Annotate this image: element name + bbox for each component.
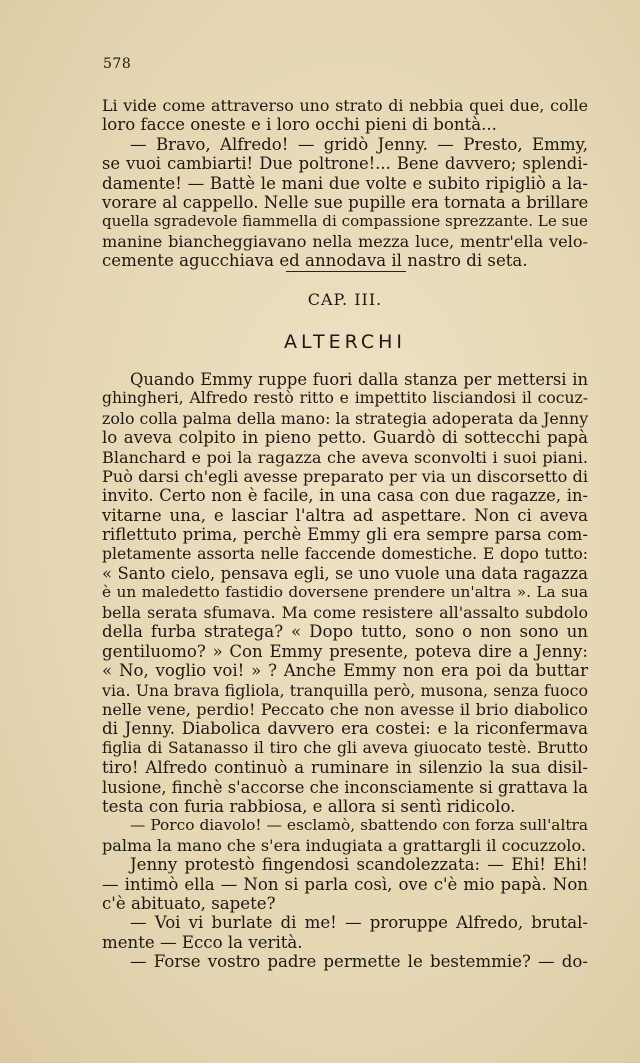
text-line: gentiluomo? » Con Emmy presente, poteva dire a Jenny: <box>102 641 588 661</box>
text-line: — Forse vostro padre permette le bestemmie? — do- <box>130 952 588 972</box>
text-line: Blanchard e poi la ragazza che aveva sconvolti i suoi piani. <box>102 447 588 467</box>
text-line: riflettuto prima, perchè Emmy gli era sempre parsa com- <box>102 525 588 545</box>
page-number: 578 <box>103 56 132 72</box>
text-line: Li vide come attraverso uno strato di nebbia quei due, colle <box>102 96 588 115</box>
text-line: lusione, finchè s'accorse che inconsciamente si grattava la <box>102 777 588 797</box>
text-line: damente! — Battè le mani due volte e subito ripigliò a la- <box>102 173 588 193</box>
text-line: lo aveva colpito in pieno petto. Guardò di sottecchi papà <box>102 428 588 448</box>
chapter-body <box>102 370 588 972</box>
text-line: — Bravo, Alfredo! — gridò Jenny. — Presto, Emmy, <box>130 134 588 154</box>
text-line: manine biancheggiavano nella mezza luce, mentr'ella velo- <box>102 231 588 251</box>
chapter-title: ALTERCHI <box>284 331 406 353</box>
text-line: testa con furia rabbiosa, e allora si sentì ridicolo. <box>102 796 516 816</box>
chapter-number: CAP. III. <box>307 290 383 309</box>
text-line: pletamente assorta nelle faccende domestiche. E dopo tutto: <box>102 544 588 563</box>
text-line: cemente agucchiava ed annodava il nastro di seta. <box>102 251 528 271</box>
text-line: — Voi vi burlate di me! — proruppe Alfredo, brutal- <box>130 913 588 933</box>
text-line: nelle vene, perdio! Peccato che non avesse il brio diabolico <box>102 699 588 719</box>
text-line: zolo colla palma della mano: la strategia adoperata da Jenny <box>102 408 589 428</box>
text-line: « No, voglio voi! » ? Anche Emmy non era poi da buttar <box>102 661 588 681</box>
text-line: della furba stratega? « Dopo tutto, sono o non sono un <box>102 622 588 642</box>
text-line: « Santo cielo, pensava egli, se uno vuole una data ragazza <box>102 564 588 584</box>
text-line: Jenny protestò fingendosi scandolezzata: — Ehi! Ehi! <box>130 855 588 875</box>
text-line: Quando Emmy ruppe fuori dalla stanza per mettersi in <box>130 370 588 389</box>
text-line: mente — Ecco la verità. <box>102 932 303 952</box>
text-line: via. Una brava figliola, tranquilla però, musona, senza fuoco <box>102 680 588 700</box>
section-divider <box>286 271 406 272</box>
text-line: loro facce oneste e i loro occhi pieni di bontà... <box>102 115 497 135</box>
text-line: — Porco diavolo! — esclamò, sbattendo con forza sull'altra <box>130 816 588 835</box>
text-line: quella sgradevole fiammella di compassione sprezzante. Le sue <box>102 212 588 231</box>
text-line: è un maledetto fastidio doversene prendere un'altra ». La sua <box>102 583 588 602</box>
text-line: tiro! Alfredo continuò a ruminare in silenzio la sua disil- <box>102 758 588 778</box>
text-line: c'è abituato, sapete? <box>102 893 276 913</box>
text-line: vorare al cappello. Nelle sue pupille era tornata a brillare <box>102 193 589 213</box>
text-line: di Jenny. Diabolica davvero era costei: e la riconfermava <box>102 719 588 739</box>
text-line: bella serata sfumava. Ma come resistere all'assalto subdolo <box>102 602 588 622</box>
text-line: vitarne una, e lasciar l'altra ad aspettare. Non ci aveva <box>102 505 588 525</box>
text-line: — intimò ella — Non si parla così, ove c'è mio papà. Non <box>102 874 588 894</box>
text-line: figlia di Satanasso il tiro che gli aveva giuocato testè. Brutto <box>102 738 588 757</box>
text-line: Può darsi ch'egli avesse preparato per via un discorsetto di <box>102 467 588 487</box>
text-line: invito. Certo non è facile, in una casa con due ragazze, in- <box>102 486 588 506</box>
text-line: palma la mano che s'era indugiata a grattargli il cocuzzolo. <box>102 835 586 855</box>
text-line: se vuoi cambiarti! Due poltrone!... Bene davvero; splendi- <box>102 154 588 174</box>
previous-chapter-ending <box>102 96 588 271</box>
text-line: ghingheri, Alfredo restò ritto e impettito lisciandosi il cocuz- <box>102 389 588 408</box>
